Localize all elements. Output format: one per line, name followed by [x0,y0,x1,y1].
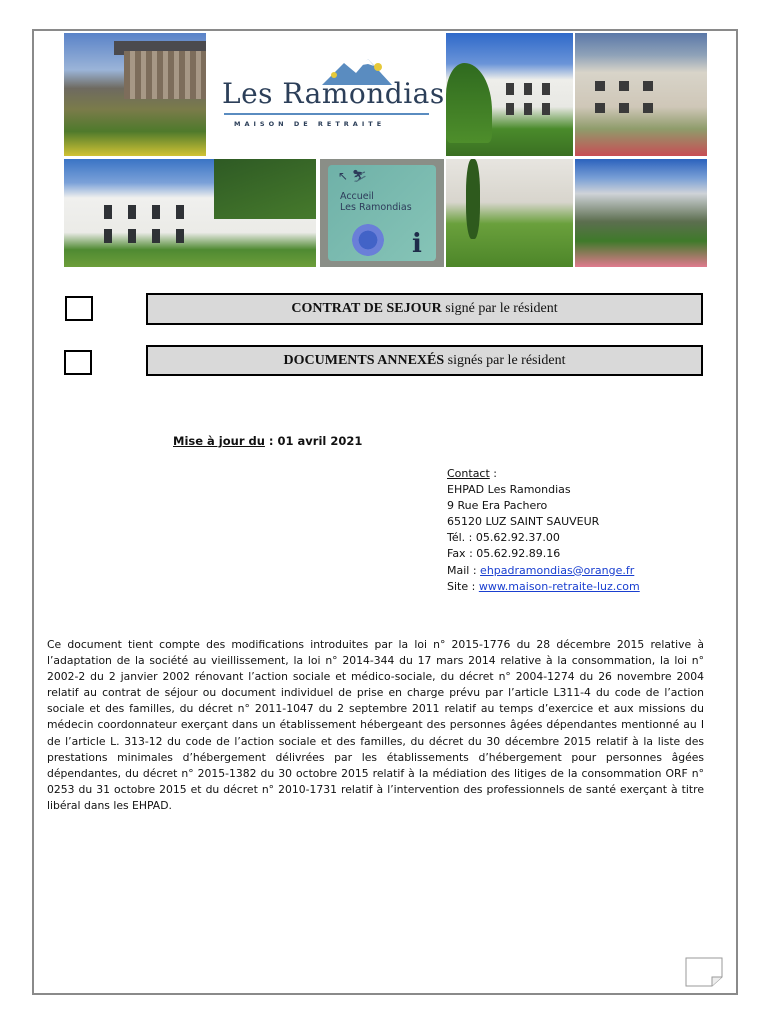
checkbox-documents[interactable] [64,350,92,375]
banner-documents [146,345,703,376]
contact-tel: Tél. : 05.62.92.37.00 [447,531,560,545]
welcome-sign [328,165,436,261]
checkbox-contrat[interactable] [65,296,93,321]
banner-contrat-bold: CONTRAT DE SEJOUR [291,301,442,316]
update-date-line [173,434,362,448]
logo-title: Les Ramondias [222,77,445,110]
header-collage [64,33,707,267]
contact-block [447,466,640,595]
sign-line-1: Accueil [340,191,374,202]
contact-name: EHPAD Les Ramondias [447,483,571,497]
photo-building-garden [64,33,206,156]
photo-main-facade [64,159,316,267]
logo-block [206,33,444,156]
photo-white-building [446,33,573,156]
info-icon: i [412,229,422,259]
update-label: Mise à jour du [173,434,265,448]
banner-contrat [146,293,703,325]
update-date: 01 avril 2021 [277,434,363,448]
banner-documents-rest: signés par le résident [444,353,566,368]
banner-documents-bold: DOCUMENTS ANNEXÉS [283,353,445,368]
contact-mail-label: Mail : [447,563,481,577]
contact-city: 65120 LUZ SAINT SAUVEUR [447,515,600,529]
contact-label-suffix: : [489,467,497,480]
arrow-walker-icon: ↖ ⛷ [338,169,368,183]
sign-line-2: Les Ramondias [340,202,412,213]
photo-welcome-sign [320,159,444,267]
flower-icon [348,223,388,257]
contact-mail-link[interactable]: ehpadramondias@orange.fr [480,563,635,577]
banner-contrat-rest: signé par le résident [441,301,558,316]
update-separator: : [264,434,278,448]
photo-mountain-view [575,159,707,267]
contact-site-link[interactable]: www.maison-retraite-luz.com [478,579,640,593]
legal-paragraph: Ce document tient compte des modifications introduites par la loi n° 2015-1776 du 28 décembre 2015 relative à l’adaptation de la société au vieillissement, la loi n° 2014-344 du 17 mars 2014 relative à la consommation, la loi n° 2002-2 du 2 janvier 2002 rénovant l’action sociale et médico-sociale, du décret n° 2004-1274 du 26 novembre 2004 relatif au contrat de séjour ou document individuel de prise en charge prévu par l’article L311-4 du code de l’action sociale et des familles, du décret n° 2011-1047 du 2 septembre 2011 relatif au temps d’exercice et aux missions du médecin coordonnateur exerçant dans un établissement hébergeant des personnes âgées dépendantes mentionné au I de l’article L. 313-12 du code de l’action sociale et des familles, du décret du 30 décembre 2015 relatif à la liste des prestations minimales d’hébergement délivrées par les établissements d’hébergement pour personnes âgées dépendantes, du décret n° 2015-1382 du 30 octobre 2015 relatif à la médiation des litiges de la consommation ORF n° 0253 du 31 octobre 2015 et du décret n° 2010-1731 relatif à l’intervention des professionnels de santé exerçant à titre libéral dans les EHPAD. [47,638,704,812]
photo-garden-path [446,159,573,267]
contact-street: 9 Rue Era Pachero [447,499,548,513]
contact-site-label: Site : [447,579,479,593]
contact-label: Contact [447,467,490,480]
page-curl-icon [685,957,723,987]
logo-rule [224,113,429,115]
logo-subtitle: MAISON DE RETRAITE [234,120,386,128]
photo-balconies [575,33,707,156]
contact-fax: Fax : 05.62.92.89.16 [447,547,561,561]
